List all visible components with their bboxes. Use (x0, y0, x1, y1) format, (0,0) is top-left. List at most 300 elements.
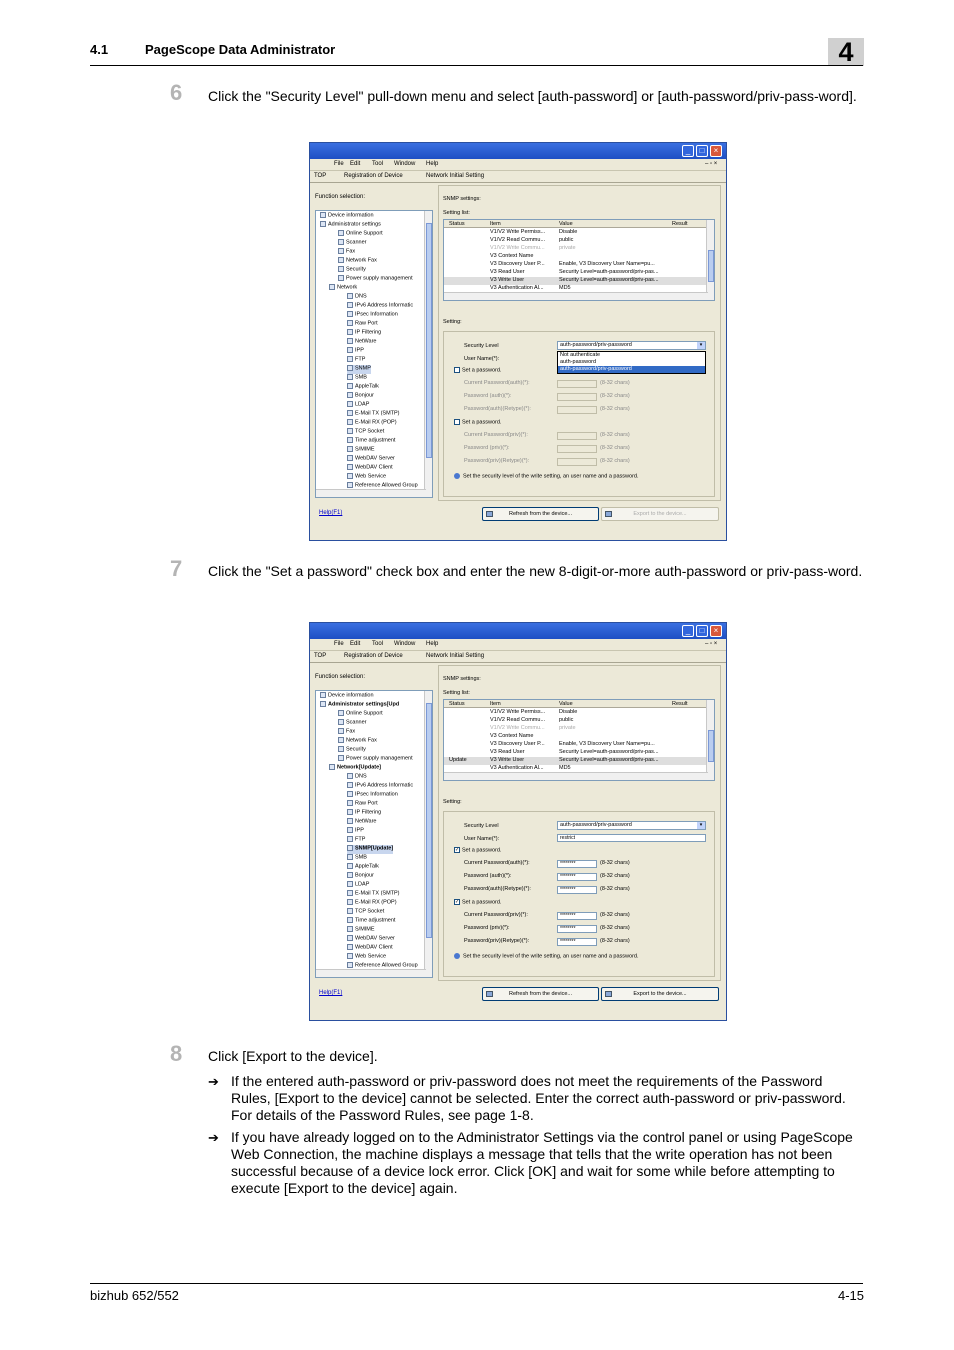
chars-hint: (8-32 chars) (600, 445, 630, 451)
table-row[interactable] (444, 757, 708, 765)
table-cell: Security Level=auth-password/priv-pas... (559, 269, 659, 275)
footer-rule (90, 1283, 863, 1284)
table-cell: Update (449, 757, 467, 763)
password-input[interactable]: ******** (557, 873, 597, 881)
screenshot-set-password (309, 622, 727, 1021)
checkbox-icon[interactable] (454, 367, 460, 373)
checkbox-icon[interactable] (454, 419, 460, 425)
tree-item[interactable] (347, 338, 377, 347)
table-h-scrollbar[interactable] (444, 292, 708, 300)
chevron-down-icon[interactable]: ▾ (697, 822, 705, 829)
tree-item-label: E-Mail RX (POP) (355, 419, 397, 426)
security-level-select[interactable] (557, 821, 706, 830)
tree-item[interactable] (338, 266, 366, 275)
tree-item[interactable] (347, 473, 386, 482)
tree-item[interactable] (320, 212, 374, 221)
tree-node-icon (347, 872, 353, 878)
chars-hint: (8-32 chars) (600, 912, 630, 918)
section-title: PageScope Data Administrator (145, 42, 336, 57)
password-input[interactable]: ******** (557, 912, 597, 920)
tree-item[interactable] (347, 320, 378, 329)
table-cell: V1/V2 Read Commu... (490, 717, 546, 723)
table-row[interactable] (444, 261, 708, 269)
tree-item[interactable] (347, 944, 393, 953)
tree-item[interactable] (338, 710, 383, 719)
table-row[interactable] (444, 245, 708, 253)
chars-hint: (8-32 chars) (600, 938, 630, 944)
tree-item[interactable] (329, 764, 381, 773)
tree-item-label: Fax (346, 728, 356, 735)
tree-item-label: Bonjour (355, 392, 374, 399)
checkbox-icon[interactable]: ✓ (455, 847, 460, 853)
mdi-controls[interactable]: – ▫ × (705, 641, 718, 647)
refresh-label: Refresh from the device... (509, 991, 572, 997)
refresh-icon (486, 511, 493, 517)
tree-item[interactable] (347, 872, 374, 881)
tree-node-icon (347, 401, 353, 407)
tree-item-label: NetWare (355, 338, 377, 345)
chars-hint: (8-32 chars) (600, 925, 630, 931)
security-level-label: Security Level (464, 823, 499, 829)
menu-item[interactable]: Window (394, 641, 416, 647)
tree-node-icon (347, 782, 353, 788)
toolbar-top-button[interactable]: TOP (314, 173, 327, 179)
tree-item-label: DNS (355, 773, 367, 780)
tree-item[interactable] (347, 935, 395, 944)
chars-hint: (8-32 chars) (600, 406, 630, 412)
tree-node-icon (338, 728, 344, 734)
tree-node-icon (347, 944, 353, 950)
section-number: 4.1 (90, 42, 109, 57)
table-cell: Enable, V3 Discovery User Name=pu... (559, 741, 655, 747)
table-cell: V1/V2 Write Commu... (490, 245, 545, 251)
scrollbar-thumb[interactable] (426, 223, 432, 458)
tree-item-label: Device information (328, 692, 374, 699)
menu-item[interactable]: Edit (350, 641, 361, 647)
table-row[interactable] (444, 717, 708, 725)
footer-product: bizhub 652/552 (90, 1288, 179, 1303)
checkbox-label: Set a password. (462, 847, 502, 854)
function-tree[interactable] (315, 690, 433, 978)
password-input[interactable]: ******** (557, 886, 597, 894)
tree-item-label: Reference Allowed Group (355, 482, 418, 489)
table-cell: V3 Context Name (490, 733, 534, 739)
table-cell: V1/V2 Write Commu... (490, 725, 545, 731)
toolbar-top-button[interactable]: TOP (314, 653, 327, 659)
tree-item[interactable] (347, 917, 395, 926)
menu-item[interactable]: Window (394, 161, 416, 167)
refresh-from-device-button[interactable] (482, 507, 599, 521)
priv-password-label: Password (priv)(*): (464, 925, 510, 931)
tree-item[interactable] (347, 818, 377, 827)
menu-item[interactable]: Tool (372, 161, 384, 167)
tree-node-icon (347, 356, 353, 362)
user-name-label: User Name(*): (464, 356, 500, 362)
tree-item[interactable] (347, 419, 397, 428)
menu-item[interactable]: File (334, 641, 344, 647)
tree-item-label: IPsec Information (355, 791, 398, 798)
scrollbar-thumb[interactable] (426, 703, 432, 938)
tree-item-label: FTP (355, 356, 366, 363)
table-cell: V3 Context Name (490, 253, 534, 259)
tree-node-icon (347, 329, 353, 335)
tree-node-icon (347, 908, 353, 914)
tree-item[interactable] (347, 836, 365, 845)
table-cell: V1/V2 Write Permiss... (490, 709, 546, 715)
tree-item[interactable] (347, 827, 364, 836)
toolbar-registration-button[interactable]: Registration of Device (344, 173, 403, 179)
table-row[interactable] (444, 253, 708, 261)
tree-node-icon (347, 410, 353, 416)
tree-item-label: E-Mail TX (SMTP) (355, 410, 400, 417)
tree-item-label: Time adjustment (355, 437, 396, 444)
table-row[interactable] (444, 725, 708, 733)
step-number: 7 (170, 556, 183, 581)
tree-item-label: Power supply management (346, 275, 413, 282)
tree-item[interactable] (347, 899, 397, 908)
tree-item[interactable] (347, 800, 378, 809)
dropdown-option[interactable]: Not authenticate (560, 352, 601, 358)
toolbar-registration-button[interactable]: Registration of Device (344, 653, 403, 659)
set-priv-password-checkbox[interactable] (454, 899, 501, 906)
maximize-button[interactable]: □ (696, 145, 708, 157)
user-name-input[interactable]: restrict (557, 834, 706, 842)
tree-node-icon (347, 293, 353, 299)
tree-item-label: TCP Socket (355, 428, 385, 435)
menu-item[interactable]: Edit (350, 161, 361, 167)
table-cell: V3 Read User (490, 749, 525, 755)
scrollbar-thumb[interactable] (708, 250, 714, 282)
footer-page: 4-15 (837, 1288, 864, 1303)
refresh-label: Refresh from the device... (509, 511, 572, 517)
step-text: Click [Export to the device]. (208, 1048, 378, 1064)
column-header[interactable]: Value (559, 221, 573, 227)
table-row[interactable] (444, 741, 708, 749)
table-cell: V3 Discovery User P... (490, 741, 545, 747)
tree-node-icon (347, 854, 353, 860)
tree-item[interactable] (347, 356, 365, 365)
tree-node-icon (347, 791, 353, 797)
menu-item[interactable]: File (334, 161, 344, 167)
tree-node-icon (347, 773, 353, 779)
tree-item[interactable] (347, 446, 375, 455)
tree-node-icon (329, 284, 335, 290)
tree-item-label: Web Service (355, 473, 387, 480)
tree-item[interactable] (338, 275, 413, 284)
tree-item-label: IPv6 Address Informatic (355, 302, 414, 309)
tree-node-icon (347, 827, 353, 833)
tree-node-icon (347, 464, 353, 470)
tree-item[interactable] (347, 311, 398, 320)
menu-item[interactable]: Help (426, 161, 439, 167)
tree-item-label: S/MIME (355, 446, 375, 453)
tree-node-icon (320, 692, 326, 698)
tree-item[interactable] (338, 230, 383, 239)
table-row[interactable] (444, 229, 708, 237)
refresh-from-device-button[interactable] (482, 987, 599, 1001)
password-input[interactable] (557, 445, 597, 453)
table-cell: MD5 (559, 285, 571, 291)
tree-item[interactable] (338, 728, 355, 737)
scrollbar-thumb[interactable] (708, 730, 714, 762)
setting-list-label: Setting list: (443, 210, 470, 216)
security-level-value: auth-password/priv-password (560, 822, 632, 828)
export-icon (605, 991, 612, 997)
password-input[interactable]: ******** (557, 860, 597, 868)
column-header[interactable]: Status (449, 701, 465, 707)
tree-item[interactable] (347, 881, 369, 890)
help-link[interactable]: Help(F1) (319, 510, 343, 516)
tree-item-label: E-Mail TX (SMTP) (355, 890, 400, 897)
password-input[interactable] (557, 458, 597, 466)
menu-bar (310, 639, 726, 651)
tree-node-icon (347, 455, 353, 461)
set-auth-password-checkbox[interactable] (454, 367, 501, 374)
tree-item[interactable] (338, 737, 377, 746)
export-to-device-button[interactable] (601, 987, 719, 1001)
tree-item-label: Raw Port (355, 320, 378, 327)
password-input[interactable]: ******** (557, 938, 597, 946)
tree-item[interactable] (338, 257, 377, 266)
tree-node-icon (347, 347, 353, 353)
column-header[interactable]: Result (672, 701, 688, 707)
step-text: Click the "Set a password" check box and enter the new 8-digit-or-more auth-password or priv-pass-word. (208, 563, 863, 579)
password-input[interactable] (557, 432, 597, 440)
help-link[interactable]: Help(F1) (319, 990, 343, 996)
password-input[interactable] (557, 380, 597, 388)
table-row[interactable] (444, 277, 708, 285)
checkbox-label: Set a password. (462, 419, 502, 426)
tree-item-label: Online Support (346, 710, 383, 717)
arrow-icon: ➔ (208, 1130, 219, 1145)
table-cell: private (559, 725, 576, 731)
tree-node-icon (338, 230, 344, 236)
tree-item[interactable] (347, 926, 375, 935)
tree-item-label: E-Mail RX (POP) (355, 899, 397, 906)
column-header[interactable]: Value (559, 701, 573, 707)
export-label: Export to the device... (633, 511, 687, 517)
tree-node-icon (347, 845, 353, 851)
close-button[interactable]: × (710, 145, 722, 157)
chevron-down-icon[interactable]: ▾ (697, 342, 705, 349)
menu-item[interactable]: Help (426, 641, 439, 647)
export-label: Export to the device... (633, 991, 687, 997)
tree-item[interactable] (347, 401, 369, 410)
chars-hint: (8-32 chars) (600, 380, 630, 386)
tree-node-icon (347, 473, 353, 479)
tree-item-label: IP Filtering (355, 809, 382, 816)
table-cell: V3 Authentication Al... (490, 765, 544, 771)
setting-list-label: Setting list: (443, 690, 470, 696)
tree-item[interactable] (320, 221, 381, 230)
tree-h-scrollbar[interactable] (316, 489, 426, 497)
table-cell: Disable (559, 709, 578, 715)
tree-item-label: Security (346, 746, 366, 753)
tree-node-icon (347, 935, 353, 941)
minimize-button[interactable]: _ (682, 625, 694, 637)
tree-node-icon (347, 953, 353, 959)
tree-item[interactable] (347, 782, 413, 791)
title-bar (310, 623, 726, 639)
tree-item[interactable] (347, 428, 384, 437)
tree-item[interactable] (347, 809, 381, 818)
tree-item-label: Raw Port (355, 800, 378, 807)
tree-node-icon (347, 836, 353, 842)
tree-item[interactable] (347, 383, 379, 392)
tree-node-icon (338, 257, 344, 263)
note-text: If you have already logged on to the Administrator Settings via the control panel or using PageScope Web Connection, the machine displays a message that tells that the write operation has not been successful because of a device lock error. Click [OK] and wait for some while before attempting to execute [Export to the device] again. (231, 1129, 853, 1196)
tree-item-label: LDAP (355, 401, 370, 408)
hint-text (454, 953, 638, 960)
tree-item[interactable] (338, 746, 366, 755)
tree-item[interactable] (338, 248, 355, 257)
table-row[interactable] (444, 237, 708, 245)
table-h-scrollbar[interactable] (444, 772, 708, 780)
tree-item[interactable] (320, 692, 374, 701)
tree-item[interactable] (347, 329, 381, 338)
tree-scrollbar[interactable] (424, 691, 432, 977)
menu-item[interactable]: Tool (372, 641, 384, 647)
tree-item-label: AppleTalk (355, 863, 379, 870)
tree-node-icon (347, 899, 353, 905)
security-level-select[interactable] (557, 341, 706, 350)
column-header[interactable]: Result (672, 221, 688, 227)
export-to-device-button[interactable] (601, 507, 719, 521)
tree-item[interactable] (347, 455, 395, 464)
table-cell: V1/V2 Read Commu... (490, 237, 546, 243)
table-cell: V3 Read User (490, 269, 525, 275)
tree-item[interactable] (347, 791, 398, 800)
tree-scrollbar[interactable] (424, 211, 432, 497)
tree-item[interactable] (347, 302, 413, 311)
tree-item-label: SNMP (355, 365, 371, 372)
tree-node-icon (347, 446, 353, 452)
tree-item-label: FTP (355, 836, 366, 843)
info-icon (454, 473, 460, 479)
tree-item-label: Reference Allowed Group (355, 962, 418, 969)
tree-item[interactable] (347, 374, 367, 383)
tree-item[interactable] (329, 284, 357, 293)
tree-node-icon (347, 383, 353, 389)
column-header[interactable]: Item (490, 701, 501, 707)
table-cell: V3 Write User (490, 757, 525, 763)
mdi-controls[interactable]: – ▫ × (705, 161, 718, 167)
tree-item[interactable] (338, 755, 413, 764)
table-row[interactable] (444, 269, 708, 277)
password-input[interactable]: ******** (557, 925, 597, 933)
chars-hint: (8-32 chars) (600, 873, 630, 879)
tree-h-scrollbar[interactable] (316, 969, 426, 977)
tree-item[interactable] (347, 953, 386, 962)
table-scrollbar[interactable] (706, 220, 714, 300)
toolbar (310, 651, 726, 663)
tree-item[interactable] (347, 464, 393, 473)
tree-item[interactable] (347, 347, 364, 356)
table-cell: public (559, 237, 574, 243)
tree-item[interactable] (338, 239, 367, 248)
tree-node-icon (338, 737, 344, 743)
toolbar (310, 171, 726, 183)
table-cell: Security Level=auth-password/priv-pas... (559, 757, 659, 763)
function-tree[interactable] (315, 210, 433, 498)
function-selection-label: Function selection: (315, 674, 366, 680)
table-scrollbar[interactable] (706, 700, 714, 780)
tree-item-label: NetWare (355, 818, 377, 825)
tree-item[interactable] (347, 863, 379, 872)
tree-node-icon (338, 755, 344, 761)
password-input[interactable] (557, 393, 597, 401)
tree-item[interactable] (347, 392, 374, 401)
tree-node-icon (338, 248, 344, 254)
refresh-icon (486, 991, 493, 997)
tree-node-icon (347, 800, 353, 806)
password-input[interactable] (557, 406, 597, 414)
snmp-settings-label: SNMP settings: (443, 676, 481, 682)
table-cell: private (559, 245, 576, 251)
tree-node-icon (347, 302, 353, 308)
security-level-dropdown[interactable] (557, 351, 706, 374)
tree-item[interactable] (347, 365, 371, 374)
column-header[interactable]: Status (449, 221, 465, 227)
table-row[interactable] (444, 709, 708, 717)
table-row[interactable] (444, 749, 708, 757)
set-auth-password-checkbox[interactable] (454, 847, 501, 854)
checkbox-icon[interactable]: ✓ (455, 899, 460, 905)
maximize-button[interactable]: □ (696, 625, 708, 637)
dropdown-option[interactable]: auth-password/priv-password (558, 366, 705, 373)
tree-item-label: Administrator settings (328, 221, 381, 228)
tree-item[interactable] (338, 719, 367, 728)
current-auth-password-label: Current Password(auth)(*): (464, 380, 530, 386)
tree-item[interactable] (347, 845, 393, 854)
toolbar-network-initial-button[interactable]: Network Initial Setting (426, 173, 485, 179)
tree-item-label: Scanner (346, 719, 367, 726)
close-button[interactable]: × (710, 625, 722, 637)
minimize-button[interactable]: _ (682, 145, 694, 157)
tree-item-label: LDAP (355, 881, 370, 888)
tree-item-label: Time adjustment (355, 917, 396, 924)
tree-item[interactable] (347, 890, 400, 899)
table-cell: V3 Discovery User P... (490, 261, 545, 267)
setting-list-table (443, 699, 715, 781)
auth-password-label: Password (auth)(*): (464, 873, 512, 879)
table-cell: V3 Authentication Al... (490, 285, 544, 291)
set-priv-password-checkbox[interactable] (454, 419, 501, 426)
tree-item-label: Fax (346, 248, 356, 255)
tree-item[interactable] (347, 773, 367, 782)
info-icon (454, 953, 460, 959)
auth-password-retype-label: Password(auth)(Retype)(*): (464, 886, 531, 892)
tree-item[interactable] (347, 908, 384, 917)
tree-item-label: IPv6 Address Informatic (355, 782, 414, 789)
priv-password-retype-label: Password(priv)(Retype)(*): (464, 938, 530, 944)
tree-item[interactable] (347, 293, 367, 302)
chars-hint: (8-32 chars) (600, 860, 630, 866)
column-header[interactable]: Item (490, 221, 501, 227)
tree-item[interactable] (320, 701, 399, 710)
chapter-number: 4 (828, 38, 864, 66)
toolbar-network-initial-button[interactable]: Network Initial Setting (426, 653, 485, 659)
dropdown-option[interactable]: auth-password (560, 359, 597, 365)
tree-item[interactable] (347, 410, 400, 419)
table-row[interactable] (444, 733, 708, 741)
tree-item[interactable] (347, 437, 395, 446)
tree-item-label: Network (337, 284, 358, 291)
tree-item[interactable] (347, 854, 367, 863)
table-header (444, 220, 708, 228)
export-icon (605, 511, 612, 517)
security-level-label: Security Level (464, 343, 499, 349)
